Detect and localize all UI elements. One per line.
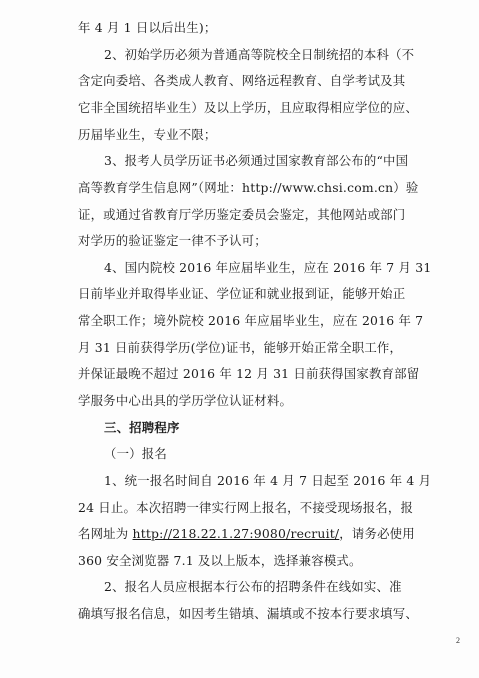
text-line-20 xyxy=(0,525,479,543)
text-line-19: 24 日止。本次招聘一律实行网上报名，不接受现场报名，报 xyxy=(78,499,414,515)
page-number: 2 xyxy=(456,636,460,645)
text-line-4: 它非全国统招毕业生）及以上学历，且应取得相应学位的应、 xyxy=(78,99,418,115)
text-line-2: 2、初始学历必须为普通高等院校全日制统招的本科（不 xyxy=(104,46,415,62)
text-line-3: 含定向委培、各类成人教育、网络远程教育、自学考试及其 xyxy=(78,73,406,89)
text-line-6: 3、报考人员学历证书必须通过国家教育部公布的“中国 xyxy=(104,153,409,169)
text-line-23: 确填写报名信息，如因考生错填、漏填或不按本行要求填写、 xyxy=(78,606,418,621)
text-line-13: 月 31 日前获得学历(学位)证书，能够开始正常全职工作， xyxy=(78,339,403,355)
text-line-1: 年 4 月 1 日以后出生)； xyxy=(78,20,217,35)
text-line-14: 并保证最晚不超过 2016 年 12 月 31 日前获得国家教育部留 xyxy=(78,366,420,382)
text-line-7: 高等教育学生信息网”（网址：http://www.chsi.com.cn）验 xyxy=(78,179,419,195)
text-line-18: 1、统一报名时间自 2016 年 4 月 7 日起至 2016 年 4 月 xyxy=(104,472,432,488)
text-line-20-suffix: ，请务必使用 xyxy=(339,526,415,542)
text-line-5: 历届毕业生，专业不限； xyxy=(78,126,217,142)
text-line-8: 证，或通过省教育厅学历鉴定委员会鉴定，其他网站或部门 xyxy=(78,206,406,222)
text-line-12: 常全职工作；境外院校 2016 年应届毕业生，应在 2016 年 7 xyxy=(78,313,424,328)
section-heading: 三、招聘程序 xyxy=(104,419,180,435)
text-line-21: 360 安全浏览器 7.1 及以上版本，选择兼容模式。 xyxy=(78,552,362,568)
registration-url-link[interactable]: http://218.22.1.27:9080/recruit/ xyxy=(132,526,340,542)
text-line-22: 2、报名人员应根据本行公布的招聘条件在线如实、准 xyxy=(104,579,402,595)
subsection-heading: （一）报名 xyxy=(104,446,167,462)
text-line-15: 学服务中心出具的学历学位认证材料。 xyxy=(78,392,293,408)
text-line-11: 日前毕业并取得毕业证、学位证和就业报到证，能够开始正 xyxy=(78,286,406,302)
text-line-9: 对学历的验证鉴定一律不予认可； xyxy=(78,233,267,249)
text-line-20-prefix: 名网址为 xyxy=(78,526,133,542)
text-line-10: 4、国内院校 2016 年应届毕业生，应在 2016 年 7 月 31 xyxy=(104,259,432,275)
